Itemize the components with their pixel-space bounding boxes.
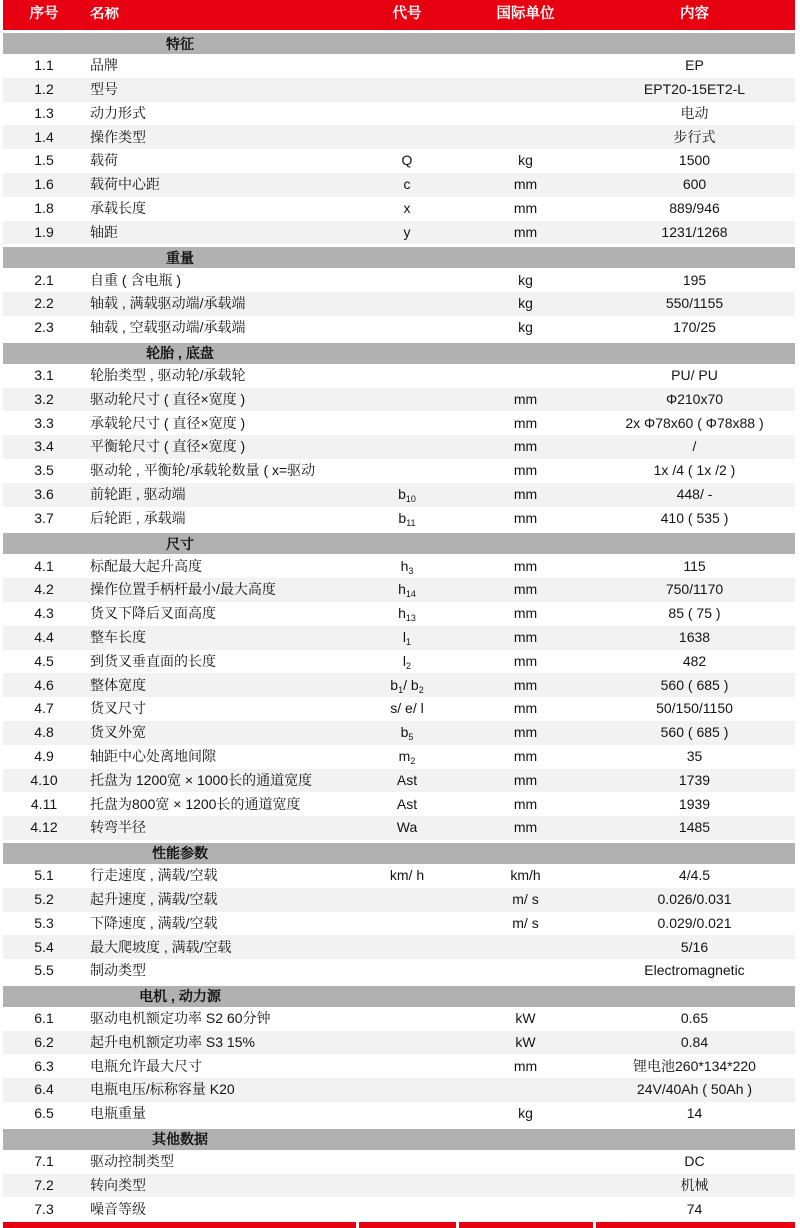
cell-unit: mm (513, 176, 538, 193)
cell-value: EPT20-15ET2-L (643, 81, 746, 97)
cell-parameter-name: 转弯半径 (90, 820, 146, 836)
cell-value: 482 (682, 652, 707, 669)
cell-symbol: $l_1$ (402, 628, 412, 647)
section-title: 性能参数 (152, 845, 208, 862)
spec-row (3, 935, 795, 959)
cell-unit: mm (513, 509, 538, 526)
cell-parameter-name: 起升电机额定功率 S3 15% (90, 1034, 255, 1050)
cell-unit: mm (513, 557, 538, 574)
cell-row-number: 4.9 (34, 747, 54, 764)
cell-parameter-name: 货叉尺寸 (90, 701, 146, 717)
cell-parameter-name: 行走速度 , 满载/空载 (90, 868, 218, 884)
cell-parameter-name: 轴距 (90, 224, 118, 240)
cell-value: 1500 (678, 152, 711, 169)
spec-row (3, 507, 795, 531)
cell-value: 410 ( 535 ) (660, 509, 729, 526)
cell-parameter-name: 驱动轮尺寸 ( 直径×宽度 ) (90, 391, 246, 407)
cell-row-number: 2.2 (34, 295, 54, 312)
spec-row (3, 888, 795, 912)
cell-row-number: 7.2 (34, 1176, 54, 1193)
cell-row-number: 4.4 (34, 628, 54, 645)
cell-row-number: 6.3 (34, 1057, 54, 1074)
cell-unit: kg (518, 152, 533, 169)
cell-symbol: y (403, 223, 411, 240)
cell-value: 1231/1268 (661, 223, 728, 240)
section-header-row (3, 247, 795, 268)
spec-table (3, 0, 795, 1221)
cell-parameter-name: 电瓶重量 (90, 1106, 146, 1122)
cell-value: 0.029/0.021 (657, 914, 732, 931)
cell-value: 1638 (678, 628, 711, 645)
cell-unit: km/h (510, 867, 541, 884)
cell-row-number: 4.2 (34, 581, 54, 598)
cell-unit: kg (518, 319, 533, 336)
cell-row-number: 3.5 (34, 462, 54, 479)
cell-row-number: 6.5 (34, 1105, 54, 1122)
cell-parameter-name: 托盘为 1200宽 × 1000长的通道宽度 (90, 772, 313, 788)
footer-bar-segment (459, 1222, 593, 1228)
cell-parameter-name: 货叉外宽 (90, 725, 146, 741)
cell-symbol: $b_1/$ $b_2$ (390, 676, 424, 695)
footer-bar-segment (3, 1222, 356, 1228)
spec-row (3, 173, 795, 197)
cell-value: 14 (686, 1105, 703, 1122)
spec-row (3, 697, 795, 721)
header-col-symbol: 代号 (392, 6, 422, 23)
spec-row (3, 721, 795, 745)
cell-row-number: 6.2 (34, 1033, 54, 1050)
cell-parameter-name: 整车长度 (90, 629, 146, 645)
cell-parameter-name: 承载长度 (90, 200, 146, 216)
spec-row (3, 483, 795, 507)
cell-unit: m/ s (512, 914, 539, 931)
cell-unit: mm (513, 605, 538, 622)
section-title: 特征 (166, 35, 194, 52)
cell-value: DC (684, 1153, 705, 1170)
cell-unit: kW (515, 1033, 536, 1050)
cell-parameter-name: 驱动轮 , 平衡轮/承载轮数量 ( x=驱动 (90, 463, 316, 479)
cell-row-number: 1.2 (34, 81, 54, 97)
cell-value: 170/25 (673, 319, 716, 336)
cell-unit: mm (513, 819, 538, 836)
cell-value: 机械 (680, 1176, 709, 1193)
spec-row (3, 102, 795, 126)
cell-value: EP (685, 57, 704, 74)
cell-symbol: c (403, 176, 411, 193)
cell-row-number: 1.5 (34, 152, 54, 169)
cell-row-number: 1.4 (34, 128, 54, 145)
spec-row (3, 411, 795, 435)
spec-row (3, 864, 795, 888)
cell-value: 600 (682, 176, 707, 193)
cell-value: 448/ - (676, 485, 713, 502)
next-table-header-edge (3, 1222, 795, 1228)
cell-unit: mm (513, 414, 538, 431)
cell-parameter-name: 轮胎类型 , 驱动轮/承载轮 (90, 367, 246, 383)
cell-value: 750/1170 (665, 581, 724, 598)
cell-value: 5/16 (680, 938, 709, 955)
spec-row (3, 959, 795, 983)
cell-row-number: 5.4 (34, 938, 54, 955)
spec-row (3, 745, 795, 769)
cell-value: 0.026/0.031 (657, 890, 732, 907)
cell-symbol: Q (401, 152, 413, 169)
cell-row-number: 2.1 (34, 271, 54, 288)
cell-parameter-name: 货叉下降后叉面高度 (90, 606, 216, 622)
cell-row-number: 3.6 (34, 485, 54, 502)
cell-parameter-name: 整体宽度 (90, 677, 146, 693)
cell-value: Electromagnetic (644, 962, 745, 979)
cell-unit: kW (515, 1010, 536, 1027)
spec-row (3, 316, 795, 340)
cell-row-number: 3.2 (34, 390, 54, 407)
cell-parameter-name: 转向类型 (90, 1177, 146, 1193)
cell-row-number: 4.5 (34, 652, 54, 669)
cell-value: 1939 (678, 795, 711, 812)
spec-table-body (3, 33, 795, 1221)
cell-symbol: $h_3$ (400, 557, 414, 576)
cell-value: 85 ( 75 ) (668, 605, 721, 622)
header-col-value: 内容 (680, 6, 709, 23)
spec-row (3, 769, 795, 793)
section-header-row (3, 343, 795, 364)
cell-unit: mm (513, 700, 538, 717)
cell-unit: mm (513, 1057, 538, 1074)
spec-row (3, 388, 795, 412)
cell-unit: m/ s (512, 890, 539, 907)
spec-row (3, 1150, 795, 1174)
table-header-row (3, 0, 795, 30)
cell-row-number: 1.8 (34, 199, 54, 216)
cell-unit: mm (513, 199, 538, 216)
spec-row (3, 673, 795, 697)
cell-value: 35 (686, 747, 703, 764)
cell-parameter-name: 驱动电机额定功率 S2 60分钟 (90, 1011, 271, 1027)
spec-row (3, 149, 795, 173)
spec-row (3, 125, 795, 149)
cell-parameter-name: 制动类型 (90, 963, 146, 979)
cell-value: 560 ( 685 ) (660, 724, 729, 741)
cell-symbol: $b_{10}$ (398, 485, 416, 504)
cell-symbol: km/ h (389, 867, 425, 884)
cell-row-number: 4.10 (30, 771, 58, 788)
cell-value: 1485 (678, 819, 711, 836)
cell-parameter-name: 前轮距 , 驱动端 (90, 486, 186, 502)
cell-symbol: $b_{11}$ (398, 509, 416, 528)
section-header-row (3, 843, 795, 864)
cell-value: 2x Φ78x60 ( Φ78x88 ) (625, 414, 764, 431)
footer-bar-segment (359, 1222, 456, 1228)
cell-parameter-name: 型号 (90, 82, 118, 97)
spec-row (3, 221, 795, 245)
cell-value: 4/4.5 (678, 867, 711, 884)
cell-value: 0.65 (680, 1010, 709, 1027)
spec-row (3, 626, 795, 650)
cell-unit: mm (513, 462, 538, 479)
cell-value: 74 (686, 1200, 703, 1217)
cell-value: 50/150/1150 (656, 700, 733, 717)
cell-row-number: 6.1 (34, 1010, 54, 1027)
cell-row-number: 3.1 (34, 366, 54, 383)
cell-symbol: Ast (396, 771, 418, 788)
spec-row (3, 459, 795, 483)
cell-unit: mm (513, 581, 538, 598)
cell-symbol: $h_{13}$ (398, 605, 416, 624)
cell-row-number: 1.9 (34, 223, 54, 240)
cell-symbol: Ast (396, 795, 418, 812)
cell-row-number: 4.7 (34, 700, 54, 717)
cell-symbol: Wa (396, 819, 418, 836)
spec-row (3, 554, 795, 578)
cell-parameter-name: 动力形式 (90, 105, 146, 121)
spec-row (3, 1174, 795, 1198)
cell-parameter-name: 承载轮尺寸 ( 直径×宽度 ) (90, 415, 246, 431)
spec-row (3, 197, 795, 221)
cell-value: / (692, 438, 697, 455)
header-col-name: 名称 (90, 7, 119, 23)
spec-row (3, 54, 795, 78)
cell-unit: mm (513, 747, 538, 764)
cell-parameter-name: 轴载 , 满载驱动端/承载端 (90, 296, 246, 312)
cell-row-number: 4.6 (34, 676, 54, 693)
cell-unit: mm (513, 485, 538, 502)
cell-value: 560 ( 685 ) (660, 676, 729, 693)
cell-row-number: 5.5 (34, 962, 54, 979)
cell-parameter-name: 电瓶电压/标称容量 K20 (90, 1082, 235, 1098)
cell-row-number: 1.3 (34, 104, 54, 121)
cell-parameter-name: 托盘为800宽 × 1200长的通道宽度 (90, 796, 301, 812)
cell-parameter-name: 下降速度 , 满载/空载 (90, 915, 218, 931)
cell-value: PU/ PU (671, 366, 718, 383)
cell-unit: mm (513, 652, 538, 669)
spec-row (3, 435, 795, 459)
cell-row-number: 4.11 (30, 795, 58, 812)
cell-unit: mm (513, 628, 538, 645)
cell-parameter-name: 后轮距 , 承载端 (90, 510, 186, 526)
spec-row (3, 792, 795, 816)
spec-row (3, 650, 795, 674)
cell-value: 115 (683, 557, 706, 574)
cell-parameter-name: 轴距中心处离地间隙 (90, 748, 216, 764)
cell-row-number: 1.6 (34, 176, 54, 193)
section-header-row (3, 1129, 795, 1150)
spec-row (3, 1102, 795, 1126)
cell-parameter-name: 自重 ( 含电瓶 ) (90, 272, 181, 288)
section-header-row (3, 533, 795, 554)
header-col-no: 序号 (29, 6, 59, 23)
cell-symbol: s/ e/ l (390, 700, 424, 717)
cell-unit: mm (513, 390, 538, 407)
cell-symbol: $h_{14}$ (398, 581, 416, 600)
cell-parameter-name: 轴载 , 空载驱动端/承载端 (90, 320, 246, 336)
cell-value: 195 (682, 271, 707, 288)
spec-row (3, 1197, 795, 1221)
cell-unit: mm (513, 676, 538, 693)
cell-unit: kg (518, 1105, 533, 1122)
cell-symbol: x (403, 199, 411, 216)
section-header-row (3, 33, 795, 54)
cell-row-number: 5.3 (34, 914, 54, 931)
cell-value: 0.84 (680, 1033, 709, 1050)
cell-value: 1x /4 ( 1x /2 ) (653, 462, 736, 479)
section-title: 轮胎 , 底盘 (146, 345, 214, 362)
cell-parameter-name: 载荷 (90, 153, 118, 169)
cell-row-number: 3.3 (34, 414, 54, 431)
cell-parameter-name: 操作类型 (90, 129, 146, 145)
section-title: 电机 , 动力源 (139, 988, 221, 1005)
spec-row (3, 1007, 795, 1031)
cell-parameter-name: 驱动控制类型 (90, 1154, 174, 1170)
spec-row (3, 1054, 795, 1078)
cell-row-number: 7.3 (34, 1200, 54, 1217)
cell-parameter-name: 标配最大起升高度 (90, 558, 202, 574)
spec-row (3, 1078, 795, 1102)
cell-parameter-name: 品牌 (90, 58, 118, 74)
cell-row-number: 7.1 (34, 1153, 54, 1170)
cell-symbol: $l_2$ (402, 652, 412, 671)
section-title: 重量 (166, 249, 194, 266)
section-header-row (3, 986, 795, 1007)
header-col-unit: 国际单位 (496, 6, 555, 23)
cell-row-number: 3.7 (34, 509, 54, 526)
cell-parameter-name: 噪音等级 (90, 1201, 146, 1217)
cell-row-number: 1.1 (34, 57, 54, 74)
spec-row (3, 268, 795, 292)
cell-row-number: 5.1 (34, 867, 54, 884)
section-title: 其他数据 (152, 1131, 208, 1148)
spec-row (3, 364, 795, 388)
section-title: 尺寸 (166, 535, 194, 552)
spec-row (3, 578, 795, 602)
cell-parameter-name: 起升速度 , 满载/空载 (90, 891, 218, 907)
cell-unit: kg (518, 271, 533, 288)
cell-symbol: $m_2$ (398, 747, 416, 766)
cell-value: 电动 (680, 104, 709, 121)
spec-row (3, 912, 795, 936)
spec-row (3, 602, 795, 626)
cell-row-number: 4.3 (34, 605, 54, 622)
cell-value: 步行式 (673, 128, 716, 145)
cell-row-number: 5.2 (34, 890, 54, 907)
spec-row (3, 78, 795, 102)
cell-parameter-name: 最大爬坡度 , 满载/空载 (90, 939, 232, 955)
cell-unit: mm (513, 438, 538, 455)
cell-unit: mm (513, 771, 538, 788)
cell-unit: kg (518, 295, 533, 312)
cell-value: Φ210x70 (665, 390, 724, 407)
spec-row (3, 1031, 795, 1055)
cell-row-number: 4.1 (34, 557, 54, 574)
spec-row (3, 292, 795, 316)
cell-parameter-name: 操作位置手柄杆最小/最大高度 (90, 582, 276, 598)
cell-value: 889/946 (669, 199, 720, 216)
cell-unit: mm (513, 223, 538, 240)
cell-parameter-name: 到货叉垂直面的长度 (90, 653, 216, 669)
spec-row (3, 816, 795, 840)
footer-bar-segment (596, 1222, 795, 1228)
cell-row-number: 3.4 (34, 438, 54, 455)
cell-row-number: 4.12 (30, 819, 58, 836)
cell-value: 24V/40Ah ( 50Ah ) (636, 1081, 753, 1098)
cell-value: 锂电池260*134*220 (633, 1057, 756, 1074)
cell-symbol: $b_5$ (400, 724, 414, 743)
cell-value: 550/1155 (665, 295, 724, 312)
cell-parameter-name: 电瓶允许最大尺寸 (90, 1058, 202, 1074)
cell-unit: mm (513, 795, 538, 812)
cell-row-number: 6.4 (34, 1081, 54, 1098)
cell-unit: mm (513, 724, 538, 741)
cell-value: 1739 (678, 771, 711, 788)
cell-row-number: 2.3 (34, 319, 54, 336)
cell-row-number: 4.8 (34, 724, 54, 741)
cell-parameter-name: 平衡轮尺寸 ( 直径×宽度 ) (90, 439, 246, 455)
cell-parameter-name: 载荷中心距 (90, 177, 160, 193)
